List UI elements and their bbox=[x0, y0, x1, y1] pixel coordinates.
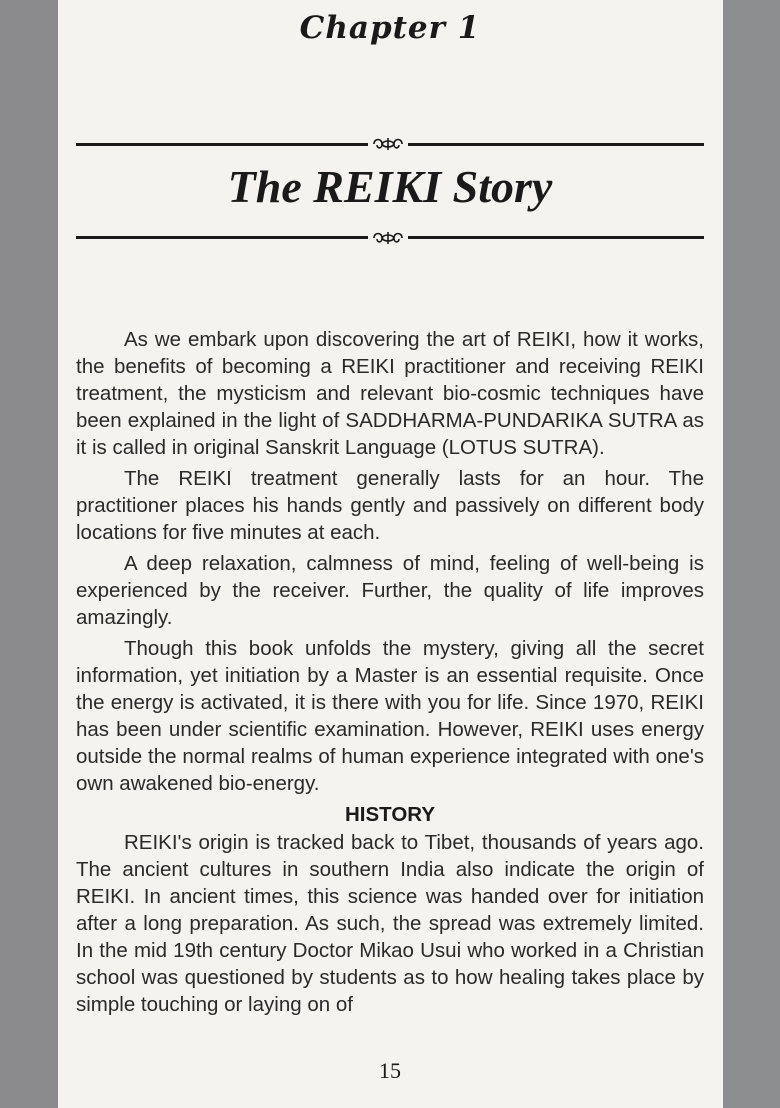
paragraph: Though this book unfolds the mystery, giving all the secret information, yet initiation by a Master is an essential requisite. Once the energy is activated, it is there with you for life. Since 1970, REIKI has been under scientific examination. However, REIKI uses energy outside the normal realms of human experience integrated with one's own awakened bio-energy. bbox=[76, 637, 704, 795]
page-number: 15 bbox=[379, 1058, 401, 1083]
section-heading: HISTORY bbox=[345, 803, 435, 826]
paragraph: REIKI's origin is tracked back to Tibet, thousands of years ago. The ancient cultures in southern India also indicate the origin of REIKI. In ancient times, this science was handed over for initiation after a long preparation. As such, the spread was extremely limited. In the mid 19th century Doctor Mikao Usui who worked in a Christian school was questioned by students as to how healing takes place by simple touching or laying on of bbox=[76, 831, 704, 1016]
flourish-ornament-icon bbox=[368, 134, 408, 154]
body-text bbox=[76, 326, 704, 1022]
paragraph: The REIKI treatment generally lasts for an hour. The practitioner places his hands gently and passively on different body locations for five minutes at each. bbox=[76, 467, 704, 544]
flourish-ornament-icon bbox=[368, 228, 408, 248]
chapter-title: The REIKI Story bbox=[227, 161, 553, 212]
paragraph: As we embark upon discovering the art of REIKI, how it works, the benefits of becoming a REIKI practitioner and receiving REIKI treatment, the mysticism and relevant bio-cosmic techniques have been explained in the light of SADDHARMA-PUNDARIKA SUTRA as it is called in original Sanskrit Language (LOTUS SUTRA). bbox=[76, 328, 704, 459]
paragraph: A deep relaxation, calmness of mind, feeling of well-being is experienced by the receiver. Further, the quality of life improves amazingly. bbox=[76, 552, 704, 629]
chapter-label: Chapter 1 bbox=[299, 10, 481, 46]
